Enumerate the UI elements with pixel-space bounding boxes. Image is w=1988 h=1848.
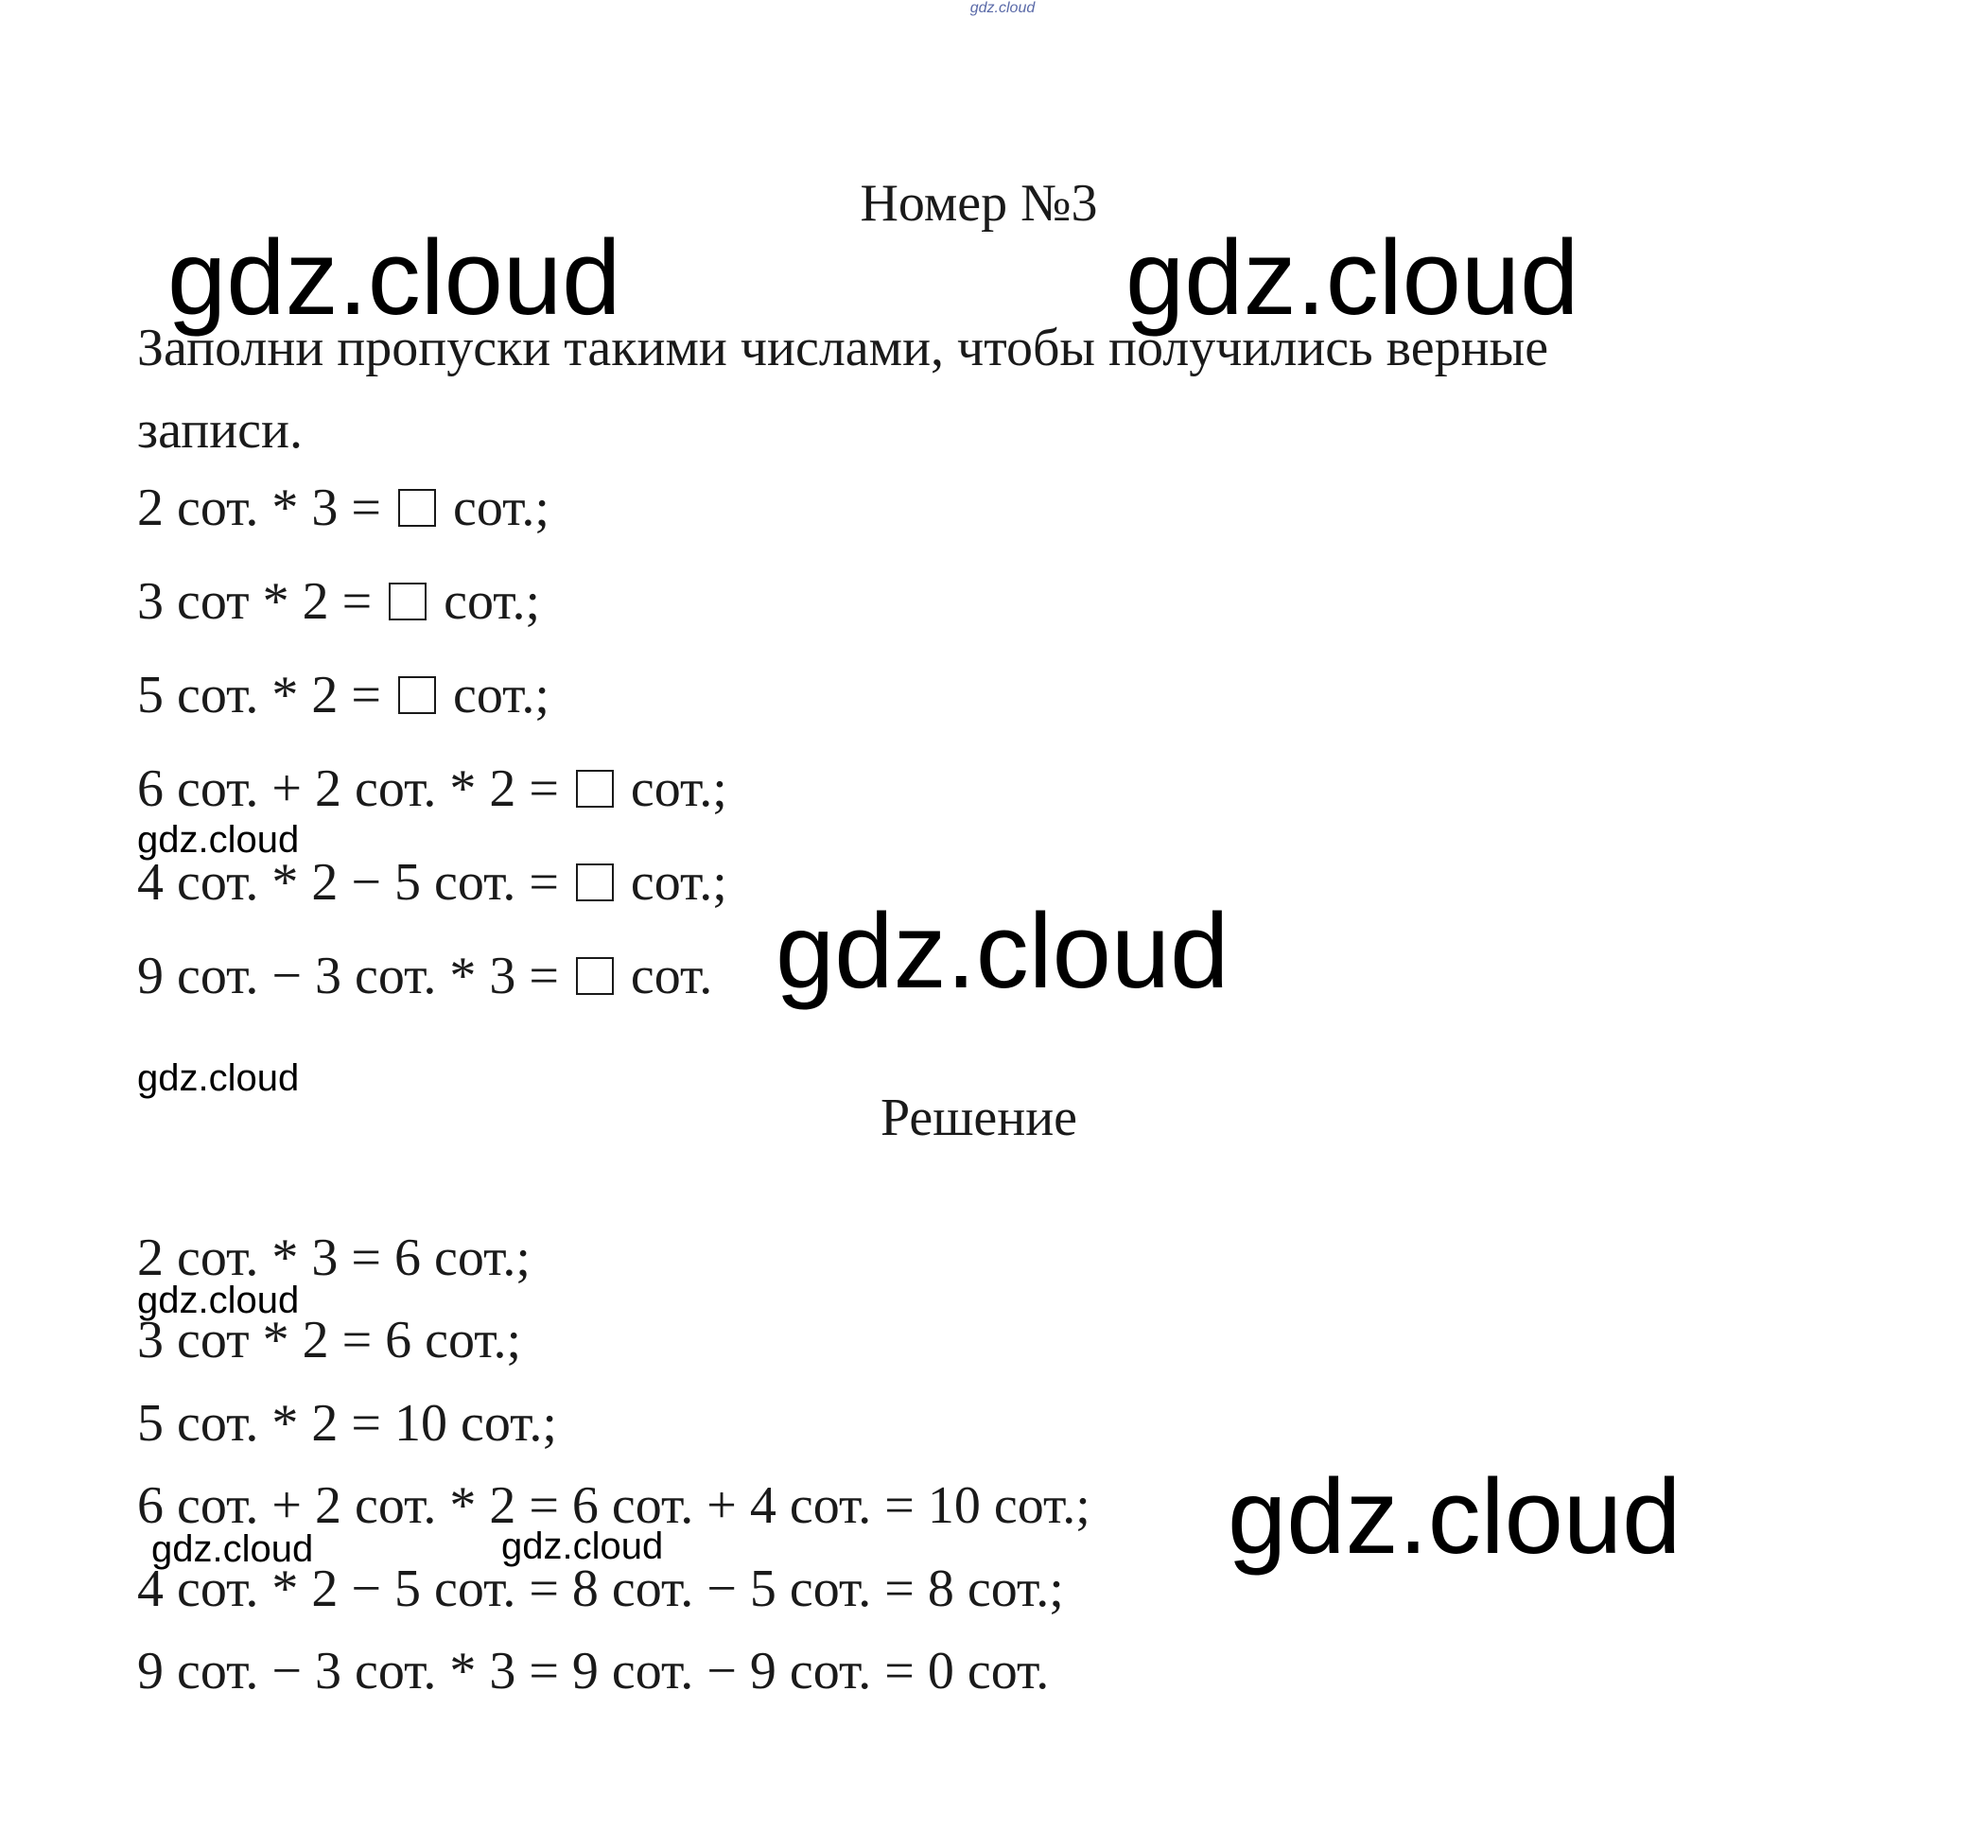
watermark-large: gdz.cloud: [167, 218, 621, 337]
exercise-line-4: [137, 758, 727, 819]
blank-box: [389, 583, 427, 620]
watermark-large: gdz.cloud: [1125, 218, 1579, 337]
watermark-small: gdz.cloud: [501, 1525, 664, 1567]
watermark-large: gdz.cloud: [1228, 1457, 1682, 1576]
blank-box: [398, 676, 436, 714]
watermark-small: gdz.cloud: [137, 819, 300, 861]
task-line-1: Заполни пропуски такими числами, чтобы получились верные: [137, 319, 1549, 377]
blank-box: [576, 770, 614, 808]
solution-line-5: 4 сот. * 2 − 5 сот. = 8 сот. − 5 сот. = 8 сот.;: [137, 1560, 1064, 1618]
solution-heading: Решение: [880, 1089, 1078, 1147]
exercise-unit: сот.;: [439, 666, 549, 724]
exercise-expression: 6 сот. + 2 сот. * 2 =: [137, 759, 572, 818]
exercise-expression: 9 сот. − 3 сот. * 3 =: [137, 947, 572, 1005]
task-line-2: записи.: [137, 401, 303, 460]
exercise-unit: сот.;: [439, 479, 549, 537]
exercise-expression: 2 сот. * 3 =: [137, 479, 394, 537]
exercise-unit: сот.;: [430, 572, 541, 631]
watermark-large: gdz.cloud: [776, 892, 1229, 1010]
solution-line-3: 5 сот. * 2 = 10 сот.;: [137, 1394, 557, 1453]
exercise-expression: 4 сот. * 2 − 5 сот. =: [137, 853, 572, 912]
exercise-line-5: [137, 852, 727, 913]
exercise-unit: сот.;: [617, 759, 727, 818]
solution-line-1: 2 сот. * 3 = 6 сот.;: [137, 1229, 531, 1287]
solution-line-2: 3 сот * 2 = 6 сот.;: [137, 1311, 522, 1369]
top-watermark: gdz.cloud: [969, 0, 1036, 16]
solution-line-4: 6 сот. + 2 сот. * 2 = 6 сот. + 4 сот. = 10 сот.;: [137, 1476, 1090, 1535]
page-title: Номер №3: [860, 174, 1098, 233]
exercise-unit: сот.: [617, 947, 713, 1005]
exercise-line-1: [137, 478, 549, 538]
exercise-line-3: [137, 665, 549, 725]
exercise-unit: сот.;: [617, 853, 727, 912]
blank-box: [398, 489, 436, 527]
watermark-small: gdz.cloud: [137, 1057, 300, 1099]
solution-line-6: 9 сот. − 3 сот. * 3 = 9 сот. − 9 сот. = 0 сот.: [137, 1642, 1050, 1700]
blank-box: [576, 957, 614, 995]
exercise-line-2: [137, 571, 540, 632]
exercise-expression: 3 сот * 2 =: [137, 572, 386, 631]
exercise-line-6: [137, 946, 712, 1006]
blank-box: [576, 863, 614, 901]
exercise-expression: 5 сот. * 2 =: [137, 666, 394, 724]
watermark-small: gdz.cloud: [151, 1528, 314, 1570]
watermark-small: gdz.cloud: [137, 1280, 300, 1321]
